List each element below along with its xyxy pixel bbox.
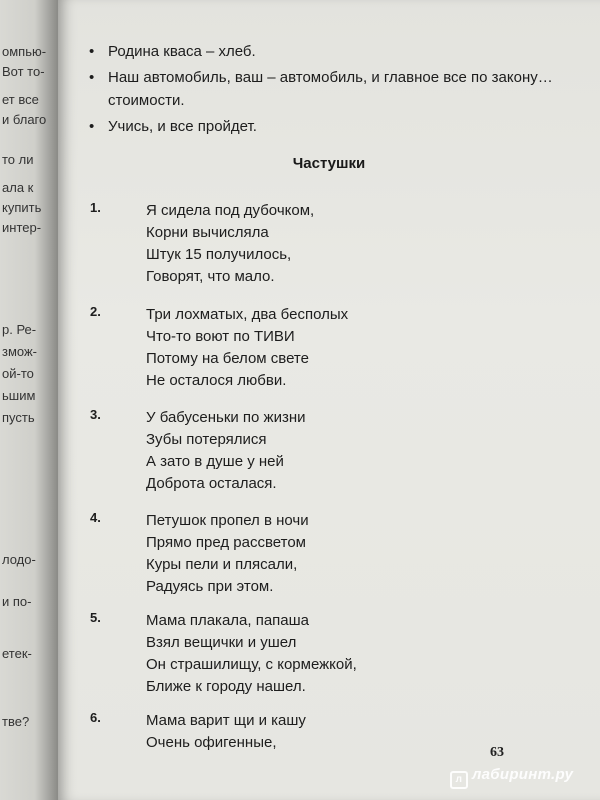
- verse-line: Очень офигенные,: [146, 734, 277, 751]
- verse-number: 3.: [90, 407, 101, 422]
- previous-page-text: ой-то: [2, 366, 34, 381]
- verse-line: Петушок пропел в ночи: [146, 512, 309, 529]
- page-number: 63: [490, 745, 504, 760]
- previous-page-text: ет все: [2, 92, 39, 107]
- verse-number: 4.: [90, 510, 101, 525]
- previous-page-text: тве?: [2, 714, 30, 729]
- verse-line: Прямо пред рассветом: [146, 534, 306, 551]
- previous-page-edge: [0, 0, 58, 800]
- previous-page-text: етек-: [2, 646, 32, 661]
- verse-line: Зубы потерялися: [146, 431, 267, 448]
- verse-line: Говорят, что мало.: [146, 268, 275, 285]
- bullet-icon: •: [89, 118, 95, 135]
- list-item: • Учись, и все пройдет.: [86, 115, 566, 138]
- previous-page-text: ьшим: [2, 388, 36, 403]
- proverb-list: [86, 40, 566, 141]
- previous-page-text: то ли: [2, 152, 34, 167]
- bullet-icon: •: [89, 43, 95, 60]
- previous-page-text: и благо: [2, 112, 47, 127]
- previous-page-text: пусть: [2, 410, 35, 425]
- verse-line: Куры пели и плясали,: [146, 556, 298, 573]
- list-item: • Наш автомобиль, ваш – автомобиль, и главное все по закону… стоимости.: [86, 66, 566, 112]
- previous-page-text: ала к: [2, 180, 34, 195]
- previous-page-text: р. Ре-: [2, 322, 37, 337]
- list-item: • Родина кваса – хлеб.: [86, 40, 566, 63]
- previous-page-text: змож-: [2, 344, 38, 359]
- previous-page-text: интер-: [2, 220, 42, 235]
- book-page: [58, 0, 600, 800]
- verse-number: 5.: [90, 610, 101, 625]
- verse-line: Доброта осталася.: [146, 475, 277, 492]
- previous-page-text: и по-: [2, 594, 32, 609]
- previous-page-text: омпью-: [2, 44, 47, 59]
- verse-line: А зато в душе у ней: [146, 453, 284, 470]
- verse-line: У бабусеньки по жизни: [146, 409, 306, 426]
- verse-line: Радуясь при этом.: [146, 578, 274, 595]
- verse-line: Не осталося любви.: [146, 372, 287, 389]
- verse-line: Он страшилищу, с кормежкой,: [146, 656, 357, 673]
- previous-page-text: купить: [2, 200, 42, 215]
- verse-line: Потому на белом свете: [146, 350, 309, 367]
- verse-line: Мама варит щи и кашу: [146, 712, 306, 729]
- previous-page-text: лодо-: [2, 552, 36, 567]
- verse-number: 6.: [90, 710, 101, 725]
- verse-number: 2.: [90, 304, 101, 319]
- section-heading: Частушки: [292, 155, 366, 172]
- verse-line: Я сидела под дубочком,: [146, 202, 315, 219]
- verse-line: Ближе к городу нашел.: [146, 678, 306, 695]
- watermark: л лабиринт.ру: [450, 766, 573, 789]
- labirint-logo-icon: л: [450, 771, 468, 789]
- verse-line: Что-то воют по ТИВИ: [146, 328, 295, 345]
- verse-line: Три лохматых, два бесполых: [146, 306, 349, 323]
- bullet-icon: •: [89, 69, 95, 86]
- verse-line: Взял вещички и ушел: [146, 634, 297, 651]
- verse-line: Штук 15 получилось,: [146, 246, 292, 263]
- verse-number: 1.: [90, 200, 101, 215]
- verse-line: Корни вычисляла: [146, 224, 269, 241]
- previous-page-text: Вот то-: [2, 64, 45, 79]
- verse-line: Мама плакала, папаша: [146, 612, 310, 629]
